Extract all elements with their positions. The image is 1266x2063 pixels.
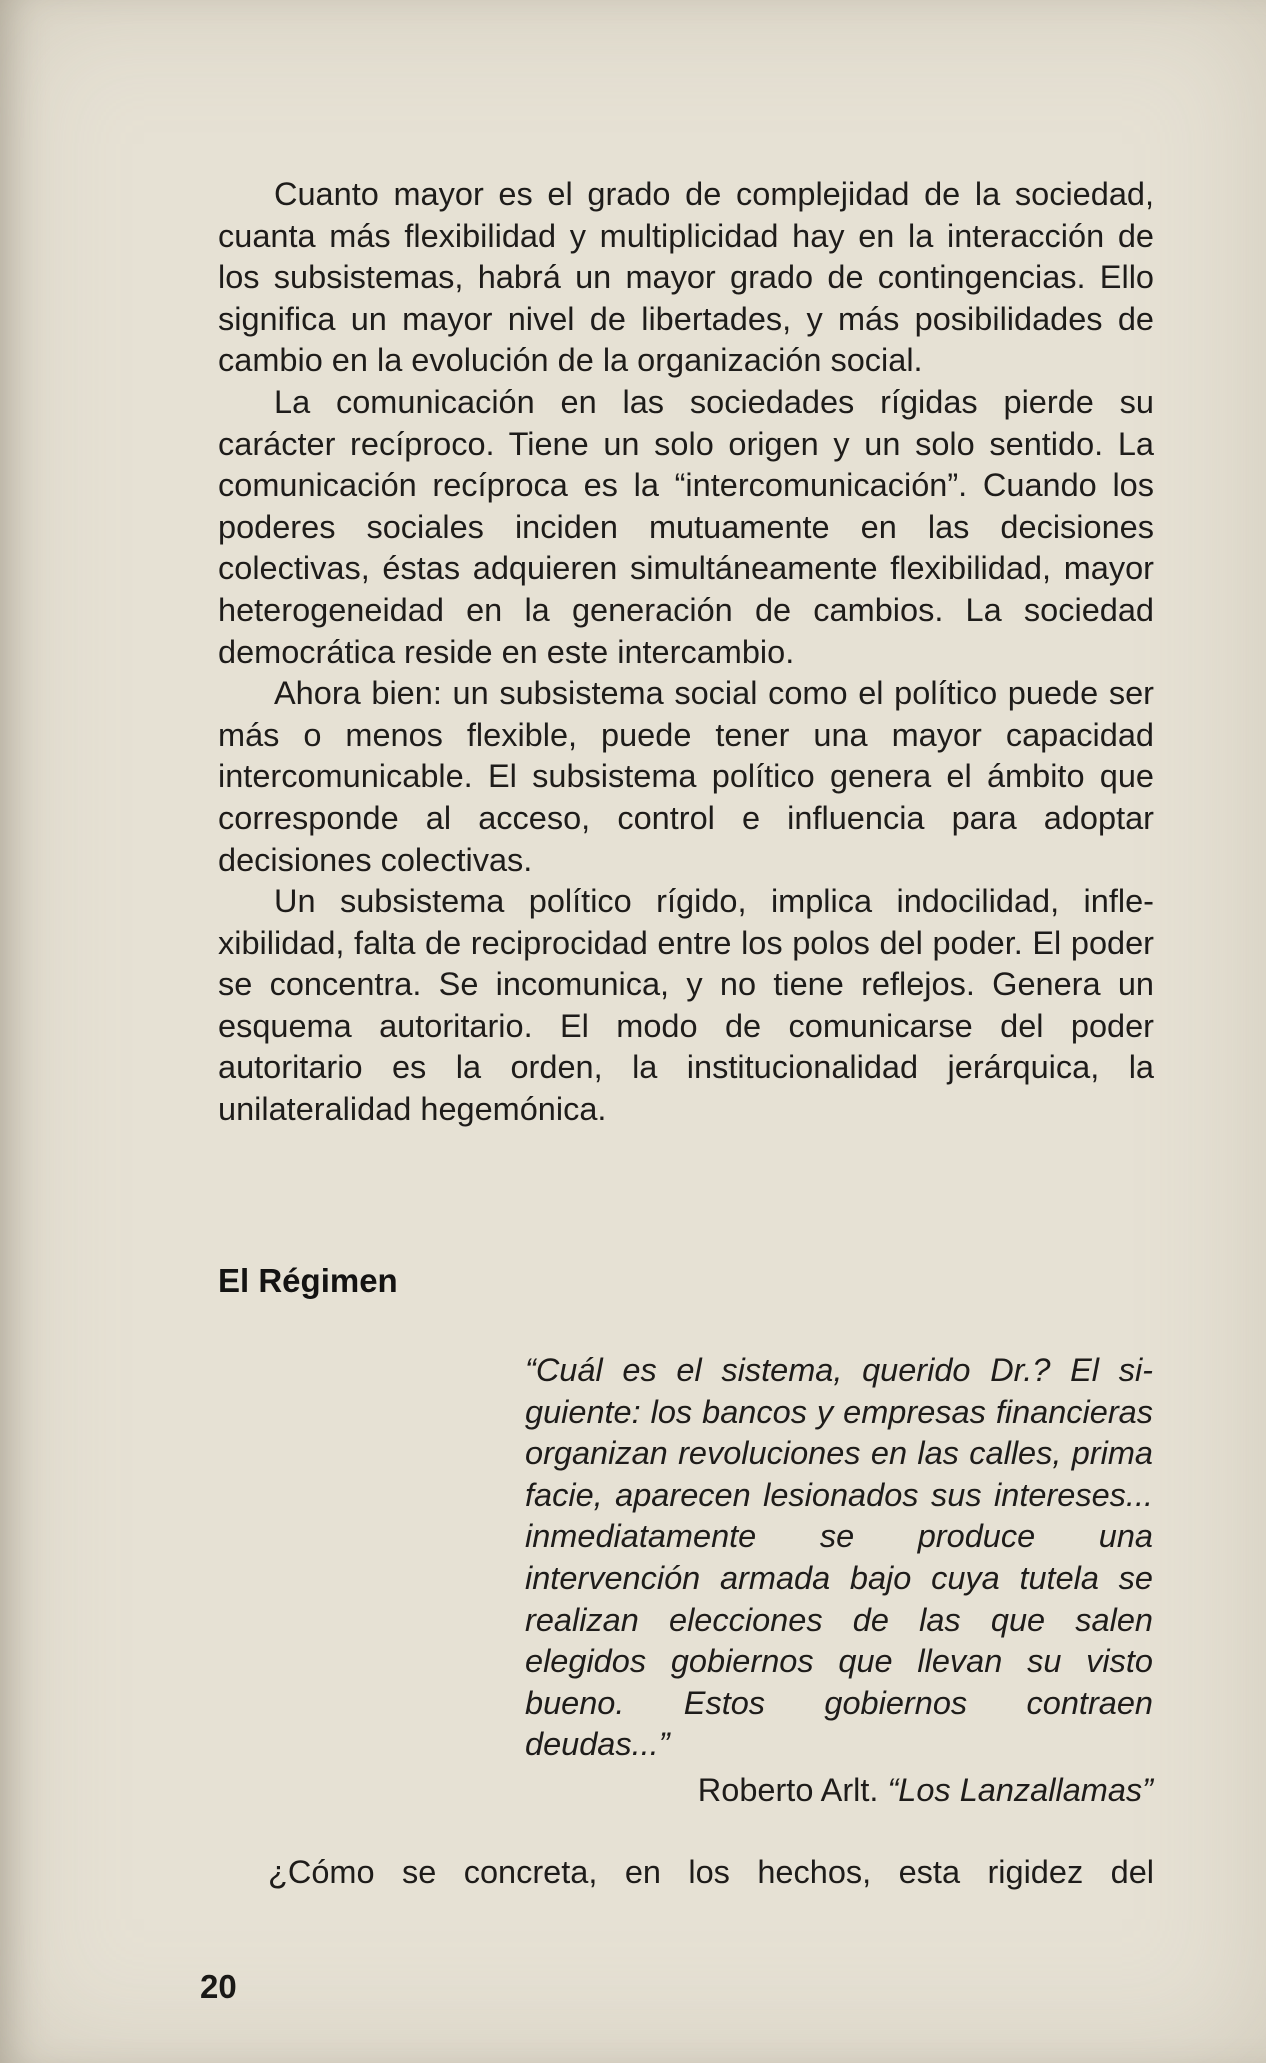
section-heading: El Régimen bbox=[218, 1262, 398, 1299]
epigraph-quote bbox=[525, 1350, 1153, 1812]
epigraph-text: “Cuál es el sistema, querido Dr.? El siguiente: los bancos y empresas financieras organizan revoluciones en las calles, prima facie, aparecen lesionados sus intereses... inmediatamente se produce una intervención armada bajo cuya tutela se realizan elecciones de las que salen elegidos gobiernos que llevan su visto bueno. Estos gobiernos contraen deudas...” bbox=[525, 1352, 1153, 1763]
body-text bbox=[218, 174, 1154, 1131]
paragraph-complexity: Cuanto mayor es el grado de complejidad de la sociedad, cuanta más flexibilidad y multiplicidad hay en la interacción de los subsistemas, habrá un mayor grado de contingencias. Ello significa un mayor nivel de libertades, y más posibilidades de cambio en la evolución de la organización social. bbox=[218, 176, 1154, 379]
paragraph-political-subsystem: Ahora bien: un subsistema social como el político puede ser más o menos flexible, puede tener una mayor capacidad intercomunicable. El subsistema político genera el ámbito que corresponde al acceso, control e influencia para adoptar decisiones colectivas. bbox=[218, 675, 1154, 878]
epigraph-author: Roberto Arlt. bbox=[697, 1771, 879, 1808]
closing-line: ¿Cómo se concreta, en los hechos, esta rigidez del bbox=[268, 1854, 1154, 1890]
paragraph-rigid-subsystem: Un subsistema político rígido, implica indocilidad, inflexibilidad, falta de reciprocidad entre los polos del poder. El poder se concentra. Se incomunica, y no tiene reflejos. Genera un esquema autoritario. El modo de comunicarse del poder autoritario es la orden, la institucionalidad jerárquica, la unilateralidad hegemónica. bbox=[218, 883, 1154, 1128]
epigraph-work-title: “Los Lanzallamas” bbox=[887, 1771, 1153, 1808]
epigraph-attribution bbox=[525, 1770, 1153, 1812]
paragraph-communication: La comunicación en las sociedades rígidas pierde su carácter recíproco. Tiene un solo origen y un solo sentido. La comunicación recíproca es la “intercomunicación”. Cuando los poderes sociales inciden mutuamente en las decisiones colectivas, éstas adquieren simultáneamente flexibilidad, mayor heterogeneidad en la generación de cambios. La sociedad democrática reside en este intercambio. bbox=[218, 383, 1154, 670]
page-number: 20 bbox=[200, 1968, 237, 2005]
